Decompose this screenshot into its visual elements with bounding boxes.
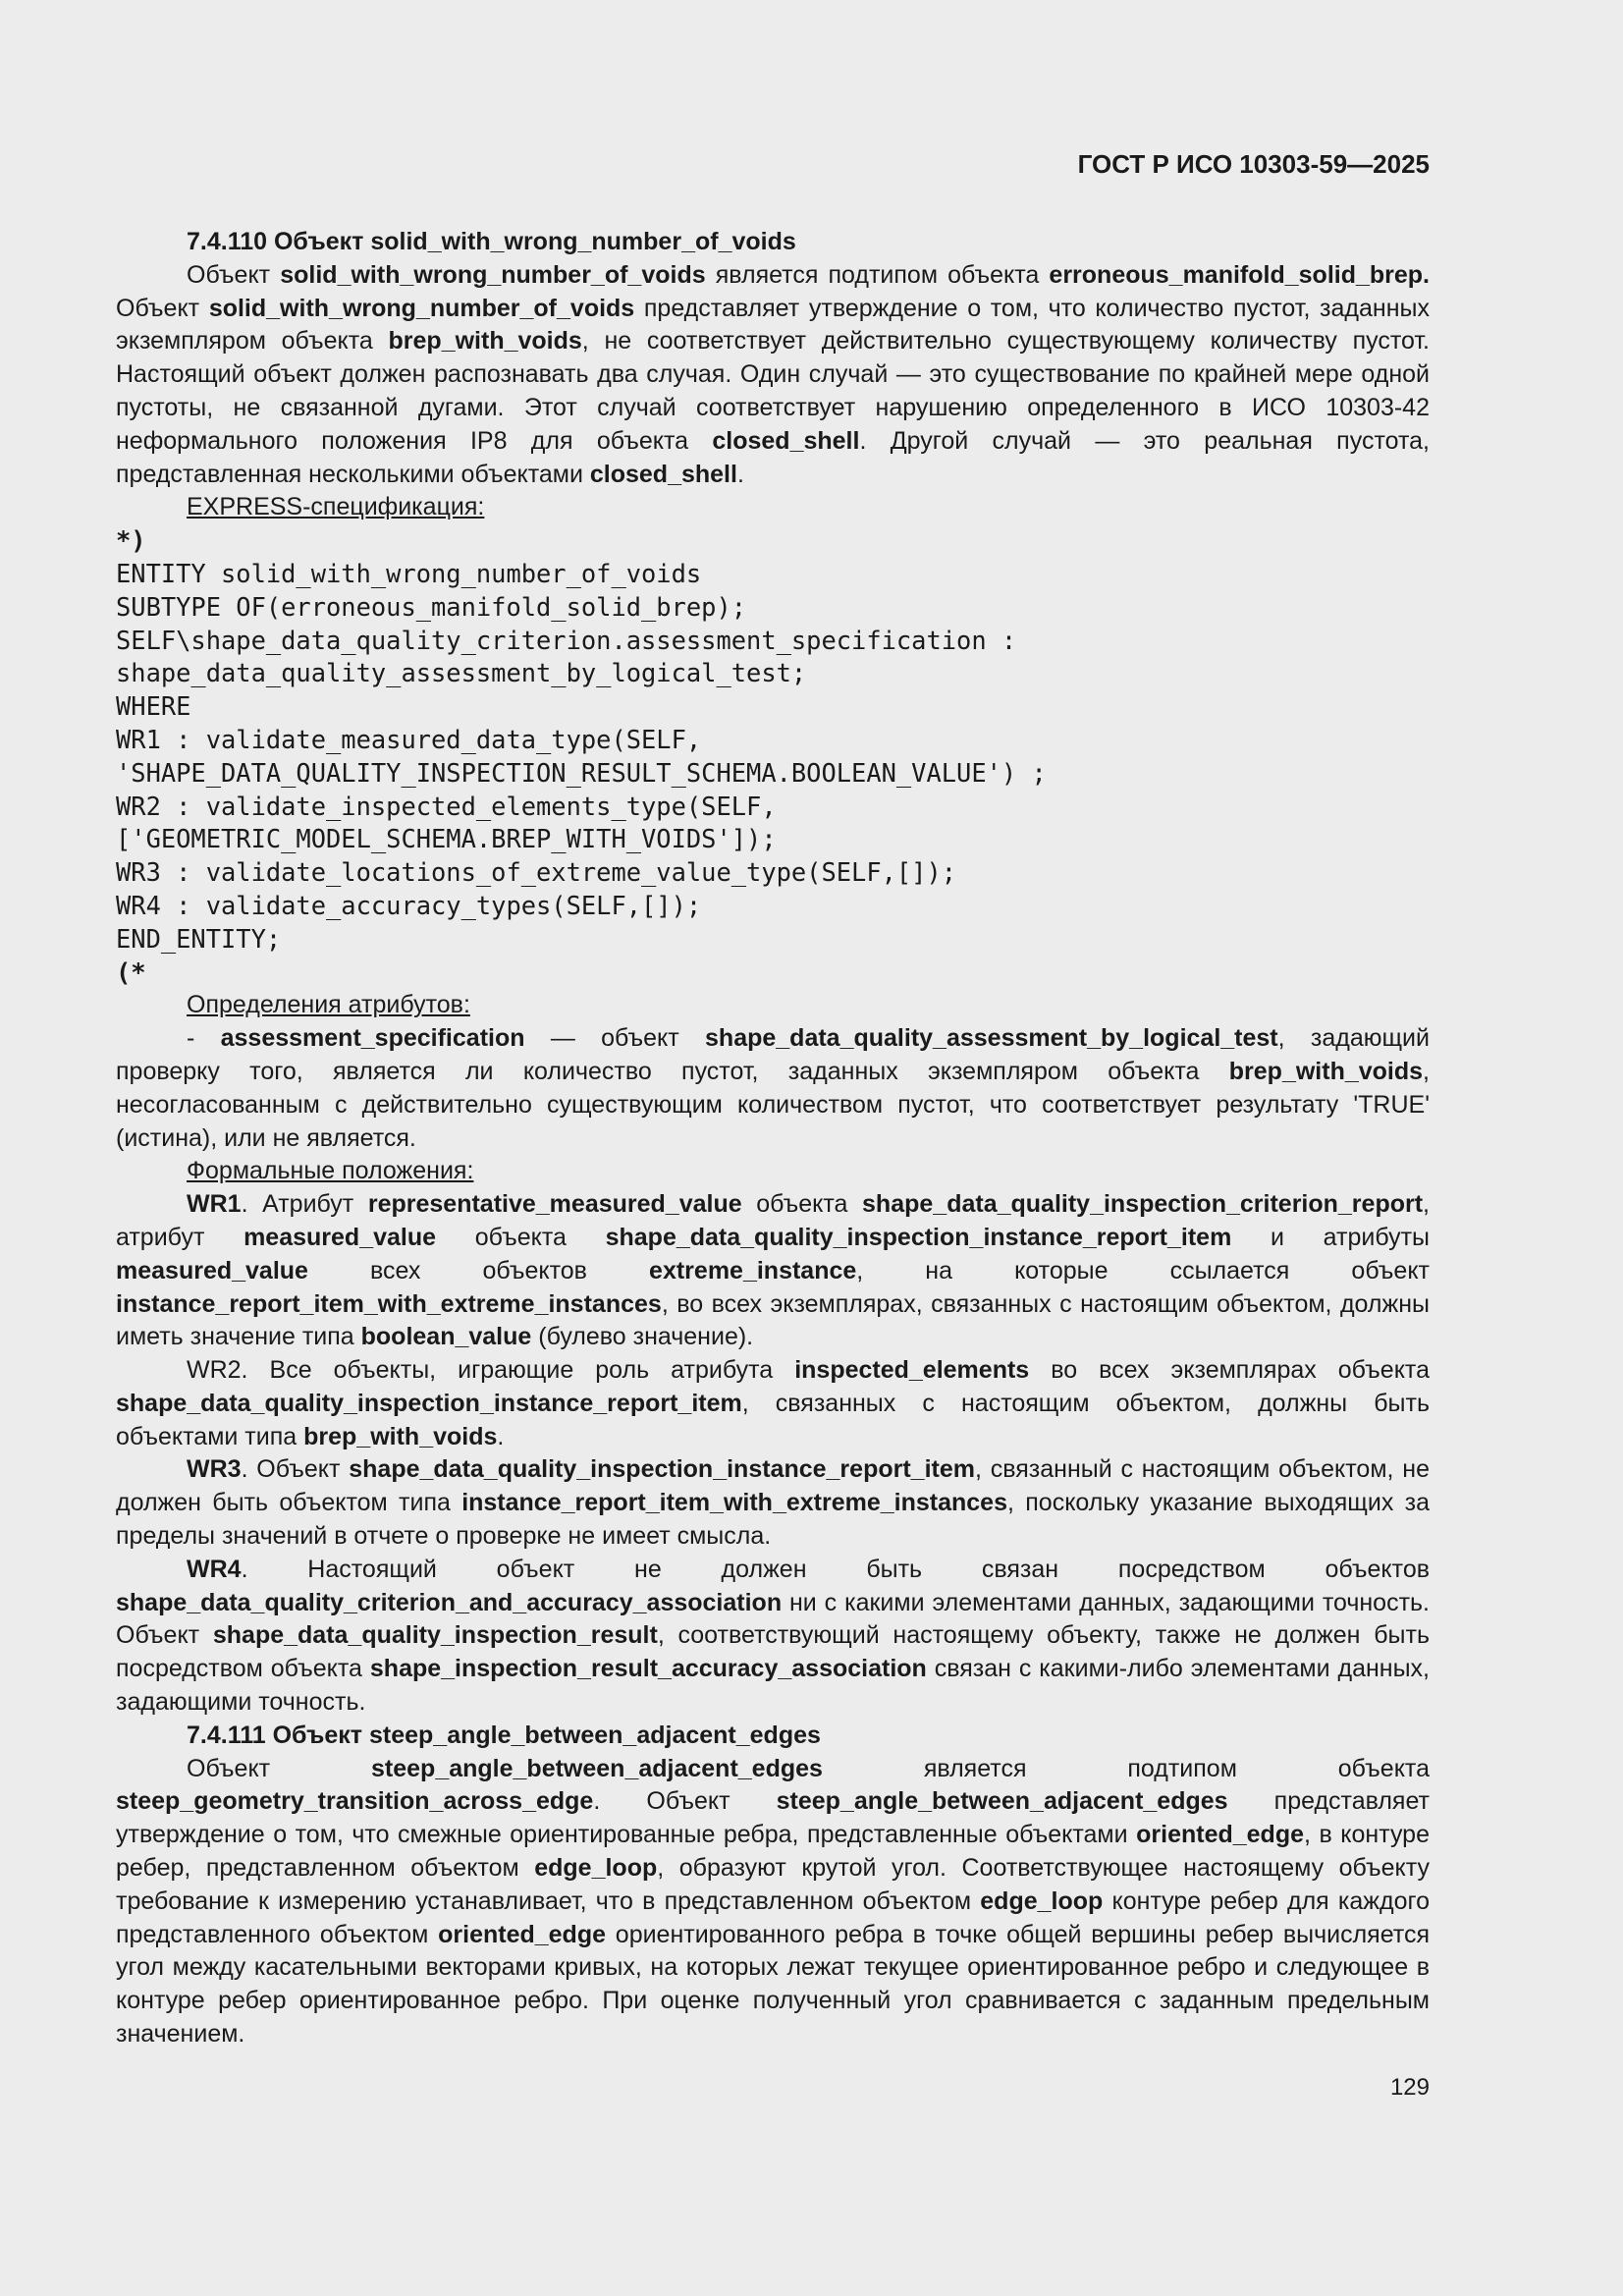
section-heading-110: 7.4.110 Объект solid_with_wrong_number_of_voids [187,228,796,255]
bold-term: steep_angle_between_adjacent_edges [371,1754,823,1782]
text-run: представляет утверждение о том, что количество пустот, заданных экземпляром объекта [116,294,1430,355]
text-run: , связанных с настоящим объектом, должны быть объектами типа [116,1389,1430,1450]
bold-term: brep_with_voids [388,327,582,355]
text-run: Объект [187,1754,372,1782]
text-run: - [187,1024,221,1053]
page-number: 129 [1389,2074,1430,2101]
bold-term: steep_geometry_transition_across_edge [116,1787,594,1816]
bold-term: shape_data_quality_inspection_criterion_report [862,1190,1424,1219]
bold-term: oriented_edge [1136,1821,1304,1849]
text-run: . [497,1422,505,1450]
text-run: , образуют крутой угол. Соответствующее настоящему объекту требование к измерению устанавливает, что в представленном объектом [116,1854,1430,1915]
code-line: shape_data_quality_assessment_by_logical_test; [116,658,807,688]
bold-term: edge_loop [980,1886,1104,1915]
code-line: *) [116,525,146,556]
document-page [116,0,1430,2296]
bold-term: instance_report_item_with_extreme_instances [461,1489,1007,1517]
express-label: EXPRESS-спецификация: [187,493,485,521]
bold-term: closed_shell [589,460,737,488]
bold-term: shape_data_quality_criterion_and_accuracy_association [116,1588,783,1616]
rule-wr3 [116,1453,1430,1553]
bold-term: steep_angle_between_adjacent_edges [776,1787,1228,1816]
text-run: связан с какими-либо элементами данных, задающими точность. [116,1655,1431,1717]
text-run: , атрибут [116,1190,1430,1251]
code-line: ENTITY solid_with_wrong_number_of_voids [116,558,702,588]
express-code-block [116,524,1430,989]
text-run: . Атрибут [241,1190,368,1219]
text-run: является подтипом объекта [705,260,1050,289]
code-line: SELF\shape_data_quality_criterion.assessment_specification : [116,625,1017,655]
text-run: , на которые ссылается объект [856,1256,1430,1285]
bold-term: extreme_instance [649,1256,857,1285]
rule-wr1 [116,1188,1430,1354]
code-line: (* [116,957,146,987]
bold-term: brep_with_voids [1228,1057,1424,1085]
text-run: WR2. Все объекты, играющие роль атрибута [187,1356,795,1385]
text-run: , задающий проверку того, является ли количество пустот, заданных экземпляром объекта [116,1024,1430,1085]
text-run: , несогласованным с действительно существующим количеством пустот, что соответствует результату 'TRUE' (истина), или не является. [116,1057,1430,1152]
text-run: . Другой случай — это реальная пустота, представленная несколькими объектами [116,426,1430,488]
code-line: WR1 : validate_measured_data_type(SELF, [116,724,702,754]
text-run: . Объект [241,1455,350,1484]
text-run: во всех экземплярах объекта [1029,1356,1430,1385]
code-line: SUBTYPE OF(erroneous_manifold_solid_brep); [116,591,747,622]
bold-term: assessment_specification [220,1024,525,1053]
bold-term: WR3 [187,1455,242,1484]
text-run: , в контуре ребер, представленном объектом [116,1821,1430,1883]
bold-term: representative_measured_value [367,1190,742,1219]
code-line: 'SHAPE_DATA_QUALITY_INSPECTION_RESULT_SCHEMA.BOOLEAN_VALUE') ; [116,757,1047,788]
text-run: контуре ребер для каждого представленного объектом [116,1886,1430,1948]
rule-wr4 [116,1554,1430,1720]
text-run: и атрибуты [1231,1223,1431,1251]
rule-wr2 [116,1354,1430,1453]
text-run: — объект [524,1024,706,1053]
bold-term: solid_with_wrong_number_of_voids [280,260,706,289]
bold-term: shape_data_quality_inspection_instance_report_item [116,1389,742,1417]
bold-term: WR4 [187,1555,242,1583]
bold-term: measured_value [243,1223,437,1251]
attribute-definition [116,1022,1430,1155]
bold-term: brep_with_voids [303,1422,498,1450]
bold-term: solid_with_wrong_number_of_voids [208,294,635,322]
bold-term: edge_loop [534,1854,658,1883]
bold-term: shape_data_quality_assessment_by_logical_test [705,1024,1278,1053]
text-run: объекта [436,1223,606,1251]
code-line: END_ENTITY; [116,923,282,954]
bold-term: closed_shell [712,426,860,455]
code-line: WHERE [116,691,191,722]
intro-paragraph [116,259,1430,492]
text-run: , не соответствует действительно существующему количеству пустот. Настоящий объект должен распознавать два случая. Один случай — это существование по крайней мере одной пустоты, не связанной дугами. Этот случай соответствует нарушению определенного в ИСО 10303-42 неформального положения IP8 для объекта [116,327,1430,455]
bold-term: WR1 [187,1190,242,1219]
text-run: Объект [187,260,281,289]
section-111-paragraph [116,1753,1430,2051]
text-run: , соответствующий настоящему объекту, также не должен быть посредством объекта [116,1621,1430,1683]
bold-term: shape_inspection_result_accuracy_association [369,1655,927,1683]
attributes-label: Определения атрибутов: [187,991,470,1019]
bold-term: measured_value [116,1256,308,1285]
page-content [116,226,1430,2051]
text-run: объекта [741,1190,863,1219]
text-run: . [736,460,744,488]
code-line: ['GEOMETRIC_MODEL_SCHEMA.BREP_WITH_VOIDS']); [116,824,777,854]
text-run: , связанный с настоящим объектом, не должен быть объектом типа [116,1455,1430,1517]
formal-propositions-label: Формальные положения: [187,1157,474,1185]
bold-term: boolean_value [360,1323,532,1351]
bold-term: shape_data_quality_inspection_instance_report_item [349,1455,975,1484]
text-run: представляет утверждение о том, что смежные ориентированные ребра, представленные объектами [116,1787,1430,1849]
bold-term: erroneous_manifold_solid_brep. [1049,260,1431,289]
code-line: WR2 : validate_inspected_elements_type(SELF, [116,791,777,821]
text-run: , поскольку указание выходящих за пределы значений в отчете о проверке не имеет смысла. [116,1489,1430,1551]
bold-term: shape_data_quality_inspection_instance_report_item [605,1223,1232,1251]
text-run: , во всех экземплярах, связанных с настоящим объектом, должны иметь значение типа [116,1289,1430,1351]
text-run: всех объектов [307,1256,650,1285]
code-line: WR4 : validate_accuracy_types(SELF,[]); [116,890,702,920]
bold-term: shape_data_quality_inspection_result [212,1621,658,1650]
bold-term: inspected_elements [794,1356,1030,1385]
text-run: ориентированного ребра в точке общей вершины ребер вычисляется угол между касательными векторами кривых, на которых лежат текущее ориентированное ребро и следующее в контуре ребер ориентированное ребро. При оценке полученный угол сравнивается с заданным предельным значением. [116,1920,1430,2049]
text-run: Объект [116,294,209,322]
bold-term: oriented_edge [438,1920,606,1948]
text-run: . Объект [593,1787,777,1816]
bold-term: instance_report_item_with_extreme_instances [116,1289,662,1318]
text-run: является подтипом объекта [822,1754,1430,1782]
section-heading-111: 7.4.111 Объект steep_angle_between_adjacent_edges [187,1721,821,1749]
text-run: (булево значение). [531,1323,754,1351]
text-run: . Настоящий объект не должен быть связан посредством объектов [241,1555,1430,1583]
code-line: WR3 : validate_locations_of_extreme_value_type(SELF,[]); [116,857,957,888]
standard-header: ГОСТ Р ИСО 10303-59—2025 [1077,149,1430,179]
text-run: ни с какими элементами данных, задающими точность. Объект [116,1588,1430,1650]
